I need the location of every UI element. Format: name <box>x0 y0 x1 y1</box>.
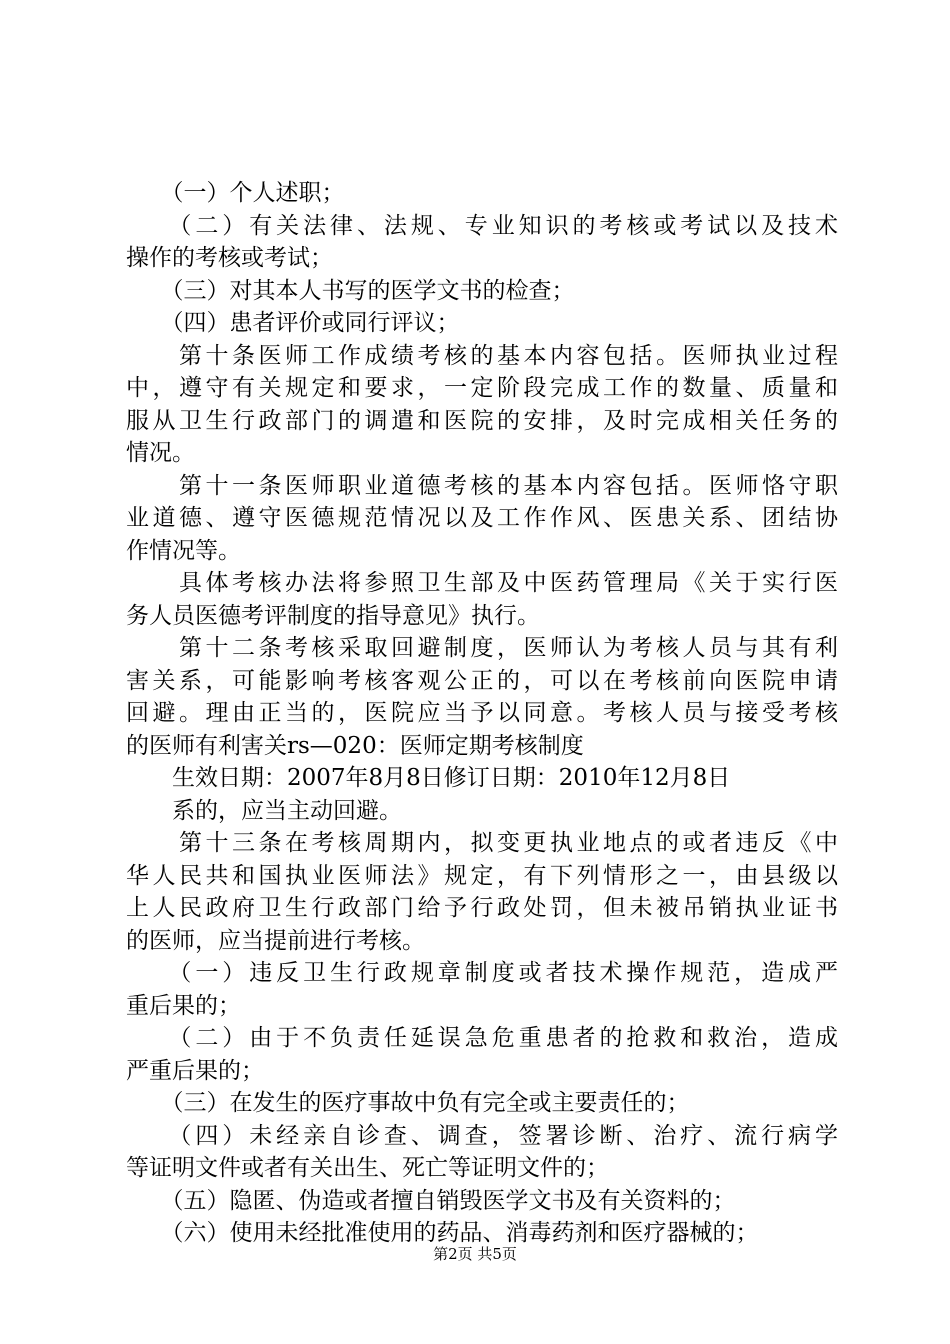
text-line: （三）对其本人书写的医学文书的检查； <box>126 277 575 304</box>
page-footer: 第2页 共5页 <box>433 1245 517 1263</box>
text-line: 业道德、遵守医德规范情况以及工作作风、医患关系、团结协 <box>126 505 838 531</box>
text-line: 情况。 <box>126 440 195 466</box>
text-line: 第十条医师工作成绩考核的基本内容包括。医师执业过程 <box>126 342 838 369</box>
text-line: 第十二条考核采取回避制度，医师认为考核人员与其有利 <box>126 635 838 661</box>
text-line: 华人民共和国执业医师法》规定，有下列情形之一，由县级以 <box>126 862 838 889</box>
text-line: 第十三条在考核周期内，拟变更执业地点的或者违反《中 <box>126 830 838 856</box>
text-line: 的医师，应当提前进行考核。 <box>126 927 425 954</box>
text-line: （一）个人述职； <box>126 180 345 206</box>
text-line: （二）由于不负责任延误急危重患者的抢救和救治，造成 <box>126 1025 838 1051</box>
text-line: 重后果的； <box>126 992 241 1019</box>
text-line: （四）未经亲自诊查、调查，签署诊断、治疗、流行病学 <box>126 1122 838 1149</box>
text-line: 害关系，可能影响考核客观公正的，可以在考核前向医院申请 <box>126 667 838 694</box>
text-line: 具体考核办法将参照卫生部及中医药管理局《关于实行医 <box>126 570 838 596</box>
text-line: 务人员医德考评制度的指导意见》执行。 <box>126 602 540 629</box>
text-line: 操作的考核或考试； <box>126 245 333 271</box>
text-line: 服从卫生行政部门的调遣和医院的安排，及时完成相关任务的 <box>126 407 838 434</box>
text-line: （四）患者评价或同行评议； <box>126 310 460 336</box>
text-line: 生效日期：2007年8月8日修订日期：2010年12月8日 <box>126 765 731 791</box>
text-line: 等证明文件或者有关出生、死亡等证明文件的； <box>126 1155 609 1181</box>
text-line: （三）在发生的医疗事故中负有完全或主要责任的； <box>126 1090 690 1116</box>
document-body <box>126 177 838 1250</box>
text-line: 中，遵守有关规定和要求，一定阶段完成工作的数量、质量和 <box>126 375 838 401</box>
text-line: （一）违反卫生行政规章制度或者技术操作规范，造成严 <box>126 960 838 986</box>
text-line: 严重后果的； <box>126 1057 264 1084</box>
text-line: 系的，应当主动回避。 <box>126 797 402 824</box>
text-line: （六）使用未经批准使用的药品、消毒药剂和医疗器械的； <box>126 1220 759 1246</box>
text-line: 回避。理由正当的，医院应当予以同意。考核人员与接受考核 <box>126 700 838 726</box>
text-line: 第十一条医师职业道德考核的基本内容包括。医师恪守职 <box>126 472 838 499</box>
text-line: 作情况等。 <box>126 537 241 564</box>
text-line: 上人民政府卫生行政部门给予行政处罚，但未被吊销执业证书 <box>126 895 838 921</box>
text-line: 的医师有利害关rs—020：医师定期考核制度 <box>126 732 584 759</box>
text-line: （五）隐匿、伪造或者擅自销毁医学文书及有关资料的； <box>126 1187 736 1214</box>
text-line: （二）有关法律、法规、专业知识的考核或考试以及技术 <box>126 212 838 239</box>
